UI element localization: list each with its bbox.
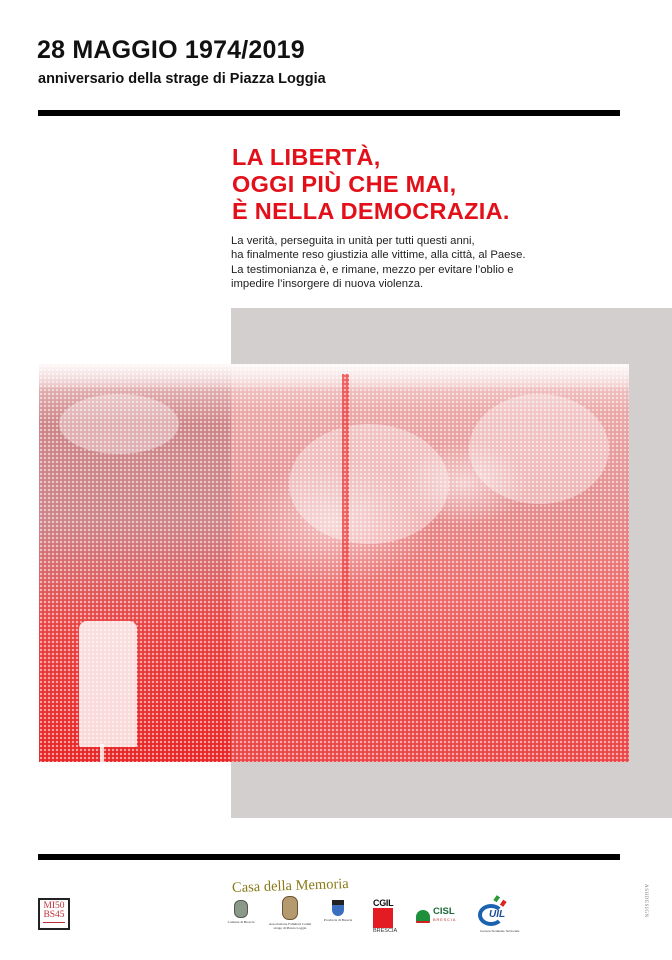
headline-line-3: È NELLA DEMOCRAZIA. <box>232 198 510 224</box>
bottom-divider <box>38 854 620 860</box>
crest-comune-brescia <box>226 900 256 924</box>
cisl-city: BRESCIA <box>433 917 457 922</box>
headline <box>232 144 510 225</box>
crest-caption: Provincia di Brescia <box>323 918 353 922</box>
crest-icon <box>332 900 344 916</box>
headline-line-2: OGGI PIÙ CHE MAI, <box>232 171 457 197</box>
crest-associazione-familiari <box>266 896 314 930</box>
page-title: 28 MAGGIO 1974/2019 <box>37 36 305 64</box>
mi50-text: MI50 <box>43 901 65 911</box>
uil-caption: Camera Sindacale Territoriale <box>480 929 520 933</box>
designer-credit: ASHDESIGN <box>643 884 648 918</box>
body-line-4: impedire l’insorgere di nuova violenza. <box>231 277 424 290</box>
headline-line-1: LA LIBERTÀ, <box>232 144 381 170</box>
body-text <box>231 234 526 291</box>
mi50-bs45-logo <box>38 898 70 930</box>
halftone-dots <box>39 364 629 762</box>
top-divider <box>38 110 620 116</box>
crest-icon <box>234 900 248 918</box>
casa-della-memoria-title: Casa della Memoria <box>231 875 349 897</box>
crest-icon <box>282 896 298 920</box>
cgil-logo <box>373 898 398 934</box>
cgil-name: CGIL <box>373 898 394 908</box>
halftone-photo <box>39 364 629 762</box>
body-line-2: ha finalmente reso giustizia alle vittime, alla città, al Paese. <box>231 249 526 262</box>
uil-logo <box>478 898 520 933</box>
uil-name: UIL <box>489 909 506 920</box>
crest-provincia-brescia <box>322 900 354 922</box>
body-line-3: La testimonianza è, e rimane, mezzo per evitare l’oblio e <box>231 263 514 276</box>
cisl-logo <box>416 908 456 924</box>
crest-caption: Associazione Familiari Caduti strage di Piazza Loggia <box>268 922 312 930</box>
body-line-1: La verità, perseguita in unità per tutti questi anni, <box>231 235 475 247</box>
cisl-name: CISL <box>433 906 455 917</box>
mi50-rule <box>43 922 65 923</box>
page-subtitle: anniversario della strage di Piazza Loggia <box>38 71 326 87</box>
cisl-dome-icon <box>416 910 430 923</box>
bs45-text: BS45 <box>43 910 65 920</box>
cgil-city: BRESCIA <box>373 928 398 934</box>
cgil-red-square-icon <box>373 908 393 928</box>
crest-caption: Comune di Brescia <box>227 920 255 924</box>
